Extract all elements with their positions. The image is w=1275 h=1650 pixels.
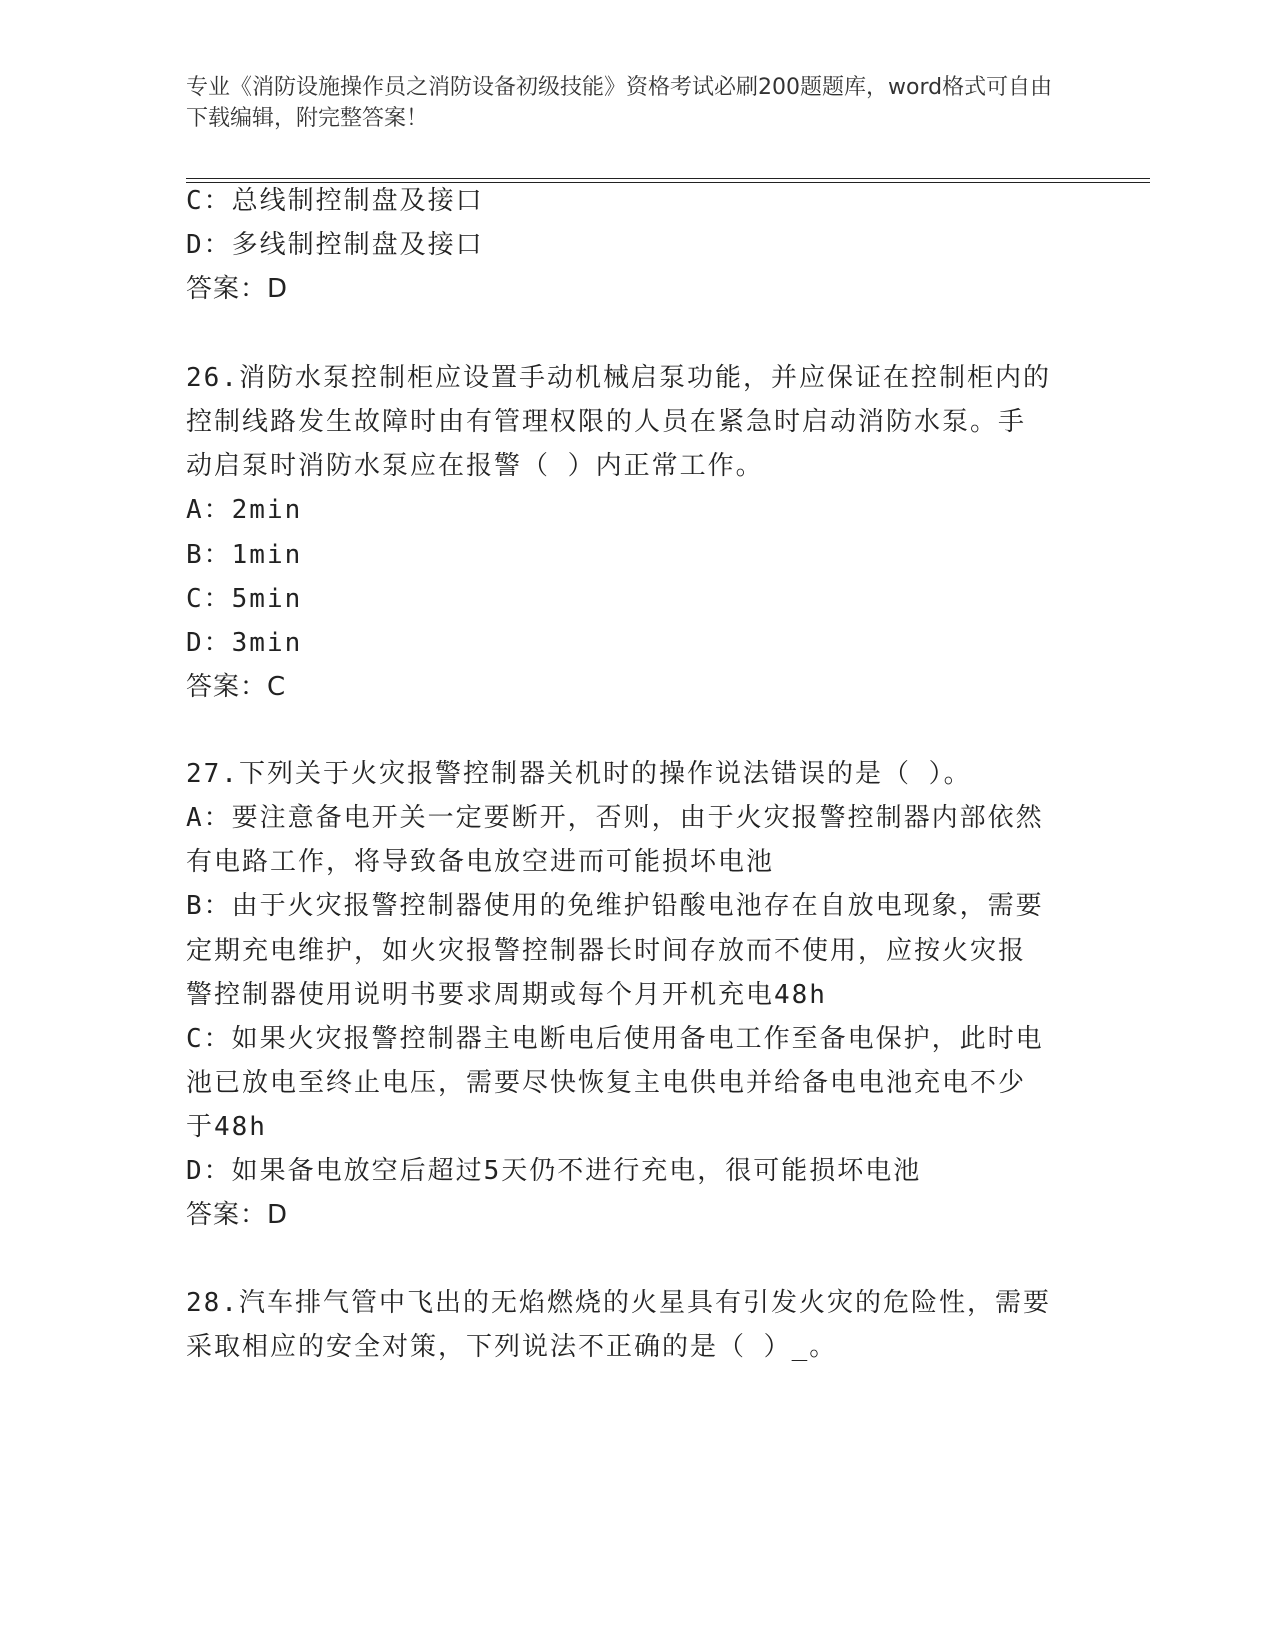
q26-option-d: D：3min	[186, 628, 303, 658]
header-divider-top	[186, 178, 1150, 179]
q26-stem-line-3: 动启泵时消防水泵应在报警（ ）内正常工作。	[186, 451, 764, 481]
q27-option-c-line-3: 于48h	[186, 1112, 267, 1142]
q26-option-a: A：2min	[186, 495, 303, 525]
q25-answer: 答案：D	[186, 274, 289, 304]
q25-option-c: C：总线制控制盘及接口	[186, 186, 484, 216]
q28-stem-line-1: 28.汽车排气管中飞出的无焰燃烧的火星具有引发火灾的危险性，需要	[186, 1288, 1051, 1318]
q27-option-b-line-2: 定期充电维护，如火灾报警控制器长时间存放而不使用，应按火灾报	[186, 936, 1027, 966]
q27-stem: 27.下列关于火灾报警控制器关机时的操作说法错误的是（ ）。	[186, 759, 972, 789]
document-header: 专业《消防设施操作员之消防设备初级技能》资格考试必刷200题题库，word格式可自由下载编辑，附完整答案！	[186, 75, 1053, 131]
q26-option-c: C：5min	[186, 584, 303, 614]
q27-option-a-line-1: A：要注意备电开关一定要断开，否则，由于火灾报警控制器内部依然	[186, 803, 1044, 833]
header-divider-bottom	[186, 182, 1150, 183]
q25-option-d: D：多线制控制盘及接口	[186, 230, 484, 260]
q27-option-b-line-3: 警控制器使用说明书要求周期或每个月开机充电48h	[186, 980, 827, 1010]
q27-option-a-line-2: 有电路工作，将导致备电放空进而可能损坏电池	[186, 847, 775, 877]
q26-option-b: B：1min	[186, 540, 303, 570]
q26-answer: 答案：C	[186, 672, 287, 702]
q27-option-c-line-1: C：如果火灾报警控制器主电断电后使用备电工作至备电保护，此时电	[186, 1024, 1044, 1054]
q27-answer: 答案：D	[186, 1200, 289, 1230]
q28-stem-line-2: 采取相应的安全对策，下列说法不正确的是（ ）_。	[186, 1332, 838, 1362]
q27-option-d: D：如果备电放空后超过5天仍不进行充电，很可能损坏电池	[186, 1156, 922, 1186]
q27-option-b-line-1: B：由于火灾报警控制器使用的免维护铅酸电池存在自放电现象，需要	[186, 891, 1044, 921]
q26-stem-line-2: 控制线路发生故障时由有管理权限的人员在紧急时启动消防水泵。手	[186, 407, 1027, 437]
q27-option-c-line-2: 池已放电至终止电压，需要尽快恢复主电供电并给备电电池充电不少	[186, 1068, 1027, 1098]
q26-stem-line-1: 26.消防水泵控制柜应设置手动机械启泵功能，并应保证在控制柜内的	[186, 363, 1051, 393]
